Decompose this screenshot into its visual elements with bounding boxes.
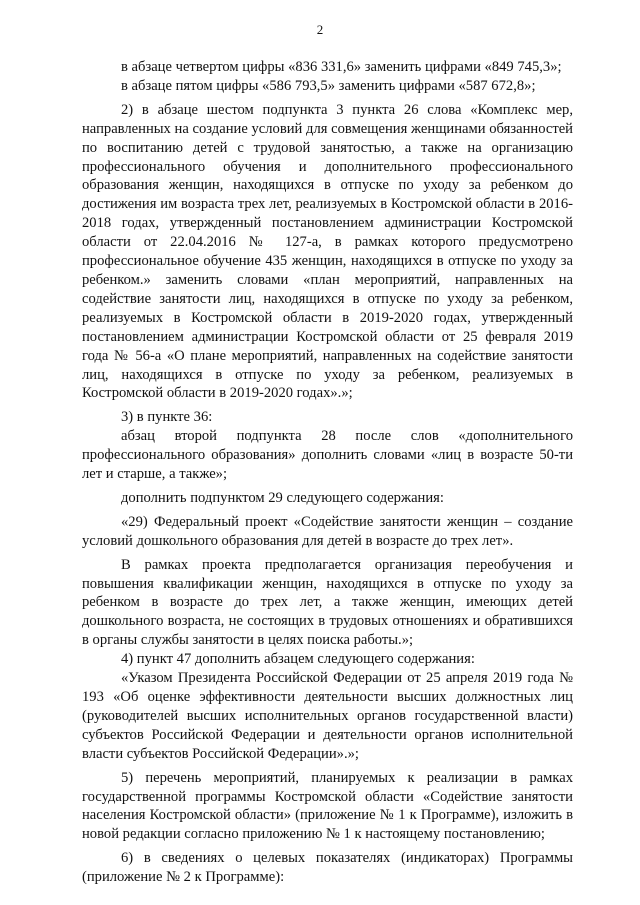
paragraph: «29) Федеральный проект «Содействие занятости женщин – создание условий дошкольного образования для детей в возрасте до трех лет». [82, 513, 573, 549]
paragraph: дополнить подпунктом 29 следующего содержания: [121, 489, 444, 506]
paragraph: в абзаце пятом цифры «586 793,5» заменить цифрами «587 672,8»; [121, 77, 536, 94]
paragraph: 4) пункт 47 дополнить абзацем следующего содержания: [121, 651, 475, 668]
paragraph: «Указом Президента Российской Федерации от 25 апреля 2019 года № 193 «Об оценке эффективности деятельности высших должностных лиц (руководителей высших исполнительных органов государственной власти) субъектов Российской Федерации и деятельности органов исполнительной власти субъектов Российской Федерации».»; [82, 670, 573, 762]
document-body [82, 58, 573, 887]
paragraph: в абзаце четвертом цифры «836 331,6» заменить цифрами «849 745,3»; [121, 59, 562, 75]
paragraph: 2) в абзаце шестом подпункта 3 пункта 26 слова «Комплекс мер, направленных на создание условий для совмещения женщинами обязанностей по воспитанию детей с трудовой занятостью, а также на организацию профессионального обучения и дополнительного профессионального образования женщин, находящихся в отпуске по уходу за ребенком до достижения им возраста трех лет, реализуемых в Костромской области в 2016-2018 годах, утвержденный постановлением администрации Костромской области от 22.04.2016 № 127-а, в рамках которого предусмотрено профессиональное обучение 435 женщин, находящихся в отпуске по уходу за ребенком.» заменить словами «план мероприятий, направленных на содействие занятости лиц, находящихся в отпуске по уходу за ребенком, реализуемых в Костромской области в 2019-2020 годах, утвержденный постановлением администрации Костромской области от 25 февраля 2019 года № 56-а «О плане мероприятий, направленных на содействие занятости лиц, находящихся в отпуске по уходу за ребенком, реализуемых в Костромской области в 2019-2020 годах».»; [82, 101, 573, 402]
page-number: 2 [316, 22, 324, 37]
paragraph: 5) перечень мероприятий, планируемых к реализации в рамках государственной программы Костромской области «Содействие занятости населения Костромской области» (приложение № 1 к Программе), изложить в новой редакции согласно приложению № 1 к настоящему постановлению; [82, 769, 573, 843]
paragraph: 6) в сведениях о целевых показателях (индикаторах) Программы (приложение № 2 к Программе): [82, 850, 573, 886]
paragraph: абзац второй подпункта 28 после слов «дополнительного профессионального образования» дополнить словами «лиц в возрасте 50-ти лет и старше, а также»; [82, 428, 573, 483]
paragraph: В рамках проекта предполагается организация переобучения и повышения квалификации женщин, находящихся в отпуске по уходу за ребенком в возрасте до трех лет, а также женщин, имеющих детей дошкольного возраста, не состоящих в трудовых отношениях и обратившихся в органы службы занятости в целях поиска работы.»; [82, 556, 573, 649]
paragraph: 3) в пункте 36: [121, 409, 213, 426]
